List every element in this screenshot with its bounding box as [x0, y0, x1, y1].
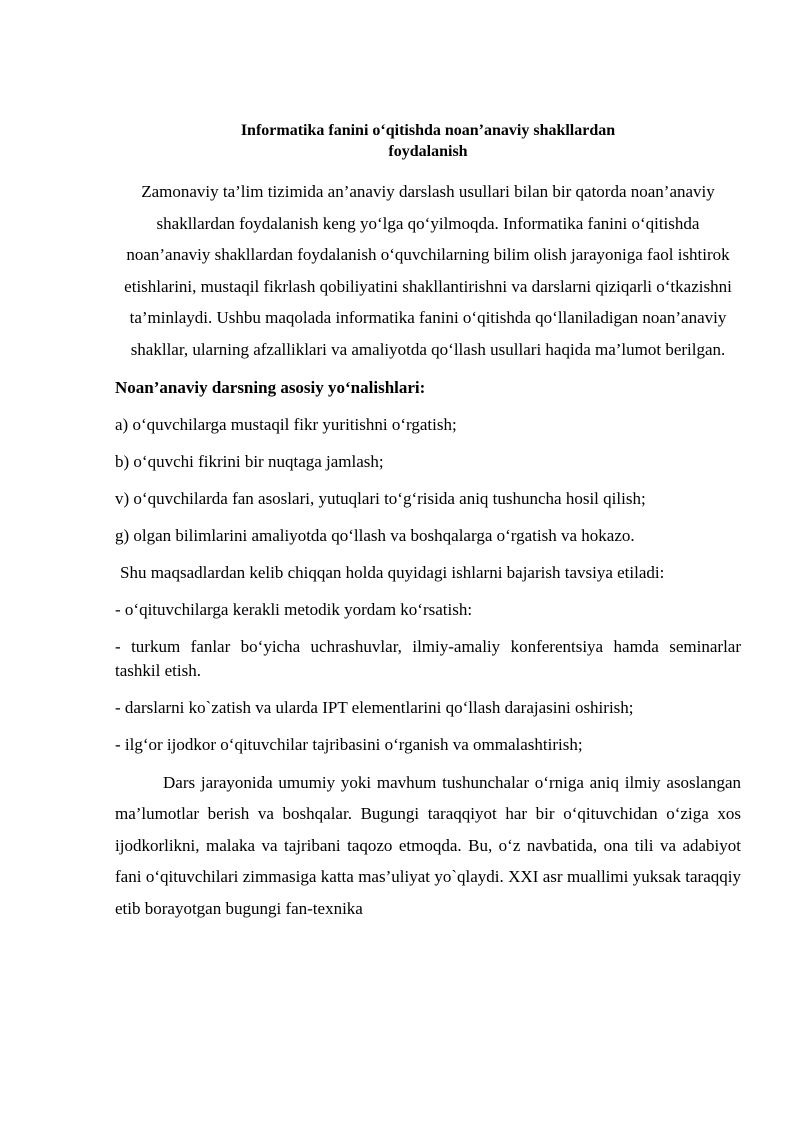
recommendations-lead: Shu maqsadlardan kelib chiqqan holda quyidagi ishlarni bajarish tavsiya etiladi:: [120, 562, 665, 582]
direction-item-v: v) o‘quvchilarda fan asoslari, yutuqlari to‘g‘risida aniq tushuncha hosil qilish;: [115, 488, 646, 508]
direction-item-a: a) o‘quvchilarga mustaqil fikr yuritishni o‘rgatish;: [115, 414, 457, 434]
direction-item-b: b) o‘quvchi fikrini bir nuqtaga jamlash;: [115, 451, 384, 471]
section-heading: Noan’anaviy darsning asosiy yo‘nalishlari:: [115, 377, 426, 397]
recommendation-item: - darslarni ko`zatish va ularda IPT elementlarini qo‘llash darajasini oshirish;: [115, 697, 634, 717]
title-line-2: foydalanish: [388, 143, 468, 160]
document-page: [115, 120, 741, 925]
abstract-paragraph: Zamonaviy ta’lim tizimida an’anaviy darslash usullari bilan bir qatorda noan’anaviy shakllardan foydalanish keng yo‘lga qo‘yilmoqda. Informatika fanini o‘qitishda noan’anaviy shakllardan foydalanish o‘quvchilarning bilim olish jarayoniga faol ishtirok etishlarini, mustaqil fikrlash qobiliyatini shakllantirishni va darslarni qiziqarli o‘tkazishni ta’minlaydi. Ushbu maqolada informatika fanini o‘qitishda qo‘llaniladigan noan’anaviy shakllar, ularning afzalliklari va amaliyotda qo‘llash usullari haqida ma’lumot berilgan.: [124, 182, 732, 359]
document-title: [115, 120, 741, 162]
recommendation-item: - ilg‘or ijodkor o‘qituvchilar tajribasini o‘rganish va ommalashtirish;: [115, 734, 583, 754]
title-line-1: Informatika fanini o‘qitishda noan’anaviy shakllardan: [240, 122, 616, 139]
body-paragraph: Dars jarayonida umumiy yoki mavhum tushunchalar o‘rniga aniq ilmiy asoslangan ma’lumotlar berish va boshqalar. Bugungi taraqqiyot har bir o‘qituvchidan o‘ziga xos ijodkorlikni, malaka va tajribani taqozo etmoqda. Bu, o‘z navbatida, ona tili va adabiyot fani o‘qituvchilari zimmasiga katta mas’uliyat yo`qlaydi. XXI asr muallimi yuksak taraqqiy etib borayotgan bugungi fan-texnika: [115, 772, 741, 918]
recommendation-item: - turkum fanlar bo‘yicha uchrashuvlar, ilmiy-amaliy konferentsiya hamda seminarlar tashkil etish.: [115, 636, 741, 680]
recommendation-item: - o‘qituvchilarga kerakli metodik yordam ko‘rsatish:: [115, 599, 473, 619]
direction-item-g: g) olgan bilimlarini amaliyotda qo‘llash va boshqalarga o‘rgatish va hokazo.: [115, 525, 635, 545]
